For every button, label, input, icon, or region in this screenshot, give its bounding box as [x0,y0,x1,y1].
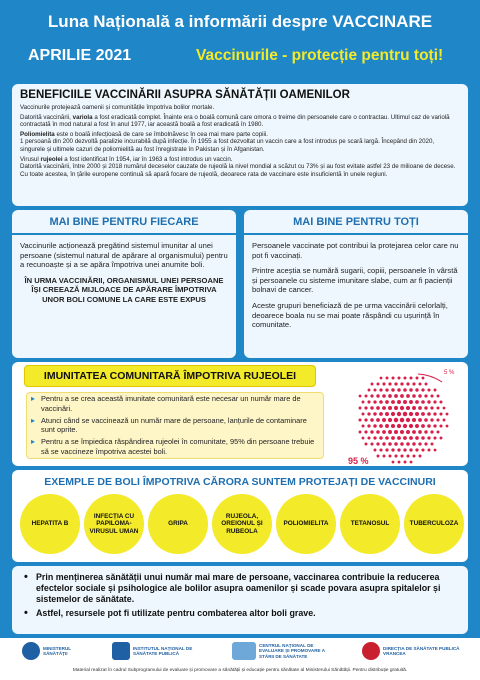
dot [430,406,433,409]
disease-circle: RUJEOLA, OREIONUL ȘI RUBEOLA [212,494,272,554]
dot [418,430,422,434]
logo-text: MINISTERUL SĂNĂTĂȚII [43,645,71,656]
dot [421,436,424,439]
dot [373,412,376,415]
dot [409,424,413,428]
dot [364,418,367,421]
dot [388,406,392,410]
dot [373,436,376,439]
dot [386,377,389,380]
dot [364,430,367,433]
disease-circle: HEPATITA B [20,494,80,554]
dot [397,412,401,416]
disease-circle: TUBERCULOZA [404,494,464,554]
measles-paragraph [20,156,460,179]
dot [433,400,436,403]
dot [421,424,425,428]
dot [406,454,409,457]
dot [446,413,449,416]
dot [421,400,425,404]
dot [391,400,395,404]
dot [359,431,362,434]
dot [434,389,437,392]
logo-insp [112,642,199,660]
dot [440,437,443,440]
dot [400,394,404,398]
benefits-title: BENEFICIILE VACCINĂRII ASUPRA SĂNĂTĂȚII OAMENILOR [20,89,350,101]
dot [391,436,395,440]
dot [362,437,365,440]
dot [385,424,389,428]
dot [373,388,376,391]
logo-dsp [362,642,463,660]
dot [397,436,401,440]
dot [439,412,442,415]
dot [373,424,376,427]
dot [418,382,421,385]
dot [434,449,437,452]
dot [392,377,395,380]
dot [415,400,419,404]
dot [433,424,436,427]
dot [431,443,434,446]
dot [379,412,383,416]
dot [385,448,388,451]
label-95-percent: 95 % [348,456,369,466]
dot [371,383,374,386]
dot [446,425,449,428]
dot [382,394,386,398]
dot [380,377,383,380]
campaign-date: APRILIE 2021 [28,47,132,64]
dot [415,412,419,416]
dot [367,412,370,415]
immunity-title: IMUNITATEA COMUNITARĂ ÎMPOTRIVA RUJEOLEI [24,365,316,387]
page-title: Luna Națională a informării despre VACCINARE [47,12,433,31]
col-right-p3: Aceste grupuri beneficiază de pe urma vaccinării celorlalți, deoarece boala nu se mai poate răspândi cu ușurință în comunitate. [252,300,448,330]
insp-logo-icon [112,642,130,660]
dot [373,400,376,403]
dot [379,424,383,428]
partner-logos [0,638,480,680]
col-left-title: MAI BINE PENTRU FIECARE [12,210,236,235]
dot [376,382,379,385]
col-right-title: MAI BINE PENTRU TOȚI [244,210,468,235]
disease-circle: POLIOMIELITA [276,494,336,554]
immunity-bullet: ▸ Pentru a se împiedica răspândirea rujeolei în comunitate, 95% din persoane trebuie să se vaccineze împotriva acestei boli. [27,436,323,458]
immunity-bullet: ▸ Pentru a se crea această imunitate comunitară este necesar un număr mare de vaccinări. [27,393,323,415]
dot [397,448,400,451]
dot [436,430,439,433]
dot [391,388,394,391]
dot [385,436,389,440]
dot [397,400,401,404]
label-5-percent: 5 % [444,370,455,376]
dot [418,442,421,445]
dot [412,442,415,445]
dot [437,395,440,398]
dot [412,418,416,422]
dot [422,377,425,380]
dot [394,394,398,398]
dot [409,448,412,451]
dot [367,436,370,439]
dot [400,442,404,446]
dot [388,394,392,398]
dot [382,418,386,422]
dot [377,455,380,458]
conclusion-2: • Astfel, resursele pot fi utilizate pentru combaterea altor boli grave. [36,608,458,619]
dot [379,436,382,439]
dot [406,406,410,410]
dot [362,401,365,404]
dot [427,424,431,428]
dot [376,394,379,397]
disease-circle: INFECȚIA CU PAPILOMA-VIRUSUL UMAN [84,494,144,554]
dot [370,406,373,409]
col-right-p2: Printre aceștia se numără sugarii, copiii, persoanele în vârstă și persoanele cu sisteme imunitare slabe, cum ar fi pacienții bolnavi de cancer. [252,266,458,295]
dot [403,424,407,428]
dot [394,442,398,446]
dot [427,412,431,416]
dot [376,442,379,445]
dot [440,401,443,404]
dot [365,443,368,446]
dot [410,461,413,464]
dot [403,412,407,416]
dot [397,388,400,391]
dot [370,394,373,397]
dot [421,448,424,451]
measles-pre: Virusul [20,155,39,163]
dot [430,418,433,421]
dot [427,388,430,391]
dot [425,383,428,386]
logo-ministry [22,642,95,660]
header [0,0,480,80]
dot [409,376,412,379]
dot [391,448,394,451]
dot [382,442,385,445]
dot [416,377,419,380]
disease-circles [18,494,462,560]
benefits-panel [12,84,468,206]
dot [400,454,403,457]
polio-text-1: este o boală infecțioasă de care se îmbolnăvesc în cea mai mare parte copiii. [56,130,268,138]
dot [367,424,370,427]
disease-circle: GRIPA [148,494,208,554]
dot [421,412,425,416]
dot [370,418,374,422]
herd-immunity-graphic [330,360,470,470]
dot [400,382,403,385]
cnepss-logo-icon [232,642,256,660]
dot [415,448,418,451]
dot [359,407,362,410]
dot [388,442,392,446]
dot [359,395,362,398]
ministry-seal-icon [22,642,40,660]
smallpox-bold: variola [72,113,93,121]
dot [436,418,439,421]
dot [388,382,391,385]
dot [406,430,410,434]
measles-bold: rujeolei [40,155,63,163]
measles-text-2: Datorită vaccinării, între 2000 și 2018 numărul deceselor cauzate de rujeolă la nivel mondial a scăzut cu 73% și au fost evitate astfel 23 de milioane de decese. Cu toate acestea, în țările europene continuă să apară focare de rujeolă, deoarece rata de vaccinare este insuficientă în unele regiuni. [20,163,456,178]
conclusion-1: • Prin menținerea sănătății unui număr mai mare de persoane, vaccinarea contribuie la reducerea efectelor sociale și psihologice ale bolilor asupra oamenilor și scade povara asupra spitalelor și sistemelor de sănătate. [36,572,458,605]
dot [403,388,407,392]
dot [406,394,410,398]
logo-cnepss [232,642,337,660]
dsp-vrancea-logo-icon [362,642,380,660]
disease-circle: TETANOSUL [340,494,400,554]
col-right [244,210,468,358]
dot [439,424,442,427]
footer-note: Material realizat în cadrul Subprogramului de evaluare și promovare a sănătății și educație pentru sănătate al Ministerului Sănătății. Pentru distribuție gratuită. [72,668,408,673]
immunity-list [26,392,324,459]
dot [412,406,416,410]
dot [412,382,415,385]
dot [388,454,391,457]
dot [370,430,373,433]
dot [361,424,364,427]
examples-title: EXEMPLE DE BOLI ÎMPOTRIVA CĂRORA SUNTEM PROTEJAȚI DE VACCINURI [44,476,436,488]
dot [409,412,413,416]
dot [358,418,361,421]
dot [443,419,446,422]
dot [421,388,424,391]
conclusions-panel [12,566,468,634]
dot [424,406,428,410]
polio-bold: Poliomielita [20,130,55,138]
dot [415,424,419,428]
dot [424,442,427,445]
dot [412,454,415,457]
dot [406,382,409,385]
dot [388,430,392,434]
dot [400,430,404,434]
dot [424,394,427,397]
dot [370,442,373,445]
dot [415,388,418,391]
dot [374,449,377,452]
dot [379,388,382,391]
dot [433,436,436,439]
dot [406,418,410,422]
dot [382,430,386,434]
dot [394,406,398,410]
dot [397,376,400,379]
smallpox-post: a fost eradicată complet. Înainte era o boală comună care omora o treime din persoanele care o contractau. Ultimul caz de variolă contractată în mod natural a fost în anul 1977, iar această boală a fost eradicată în 1980. [20,113,450,129]
dot [385,412,389,416]
dot [394,454,397,457]
campaign-slogan: Vaccinurile - protecție pentru toți! [196,47,444,64]
dot [361,412,364,415]
dot [364,406,367,409]
col-left [12,210,236,358]
dot [383,455,386,458]
dot [430,430,433,433]
dot [412,394,416,398]
dot-circle [358,376,448,463]
dot [379,400,383,404]
dot [430,394,433,397]
dot [391,412,395,416]
dot [433,412,436,415]
dot [403,400,407,404]
dot [409,436,413,440]
dot [409,388,412,391]
dot [403,376,406,379]
dot [394,418,398,422]
dot [400,418,404,422]
dot [400,406,404,410]
dot [404,461,407,464]
dot [409,400,413,404]
dot [382,406,386,410]
dot [406,442,410,446]
dot [418,406,422,410]
polio-paragraph [20,131,460,154]
dot [376,418,380,422]
dot [418,394,421,397]
dot [382,382,385,385]
col-left-text: Vaccinurile acționează pregătind sistemul imunitar al unei persoane (sistemul natural de apărare al organismului) pentru a recunoaște și a se apăra împotriva unei anumite boli. [20,241,228,270]
col-left-caps: ÎN URMA VACCINĂRII, ORGANISMUL UNEI PERSOANE ÎȘI CREEAZĂ MIJLOACE DE APĂRARE ÎMPOTRIVA UNOR BOLI COMUNE LA CARE ESTE EXPUS [24,275,224,304]
dot [364,394,367,397]
dot [392,461,395,464]
dot [403,448,406,451]
dot [403,436,407,440]
dot [398,461,401,464]
dot [436,406,439,409]
dot [376,430,380,434]
logo-text: DIRECȚIA DE SĂNĂTATE PUBLICĂ VRANCEA [383,645,460,656]
dot [367,400,370,403]
dot [424,418,428,422]
dot [379,448,382,451]
dot [418,418,422,422]
immunity-bullet: ▸ Atunci când se vaccinează un număr mare de persoane, lanțurile de contaminare sunt oprite. [27,415,323,437]
measles-text-1: a fost identificat în 1954, iar în 1963 a fost introdus un vaccin. [64,155,233,163]
logo-text: CENTRUL NAȚIONAL DE EVALUARE ȘI PROMOVARE A STĂRII DE SĂNĂTATE [259,642,325,659]
dot [419,455,422,458]
dot [391,424,395,428]
dot [394,382,397,385]
dot [412,430,416,434]
dot [388,418,392,422]
smallpox-pre: Datorită vaccinării, [20,113,71,121]
dot [368,389,371,392]
dot [424,430,427,433]
smallpox-paragraph [20,114,460,129]
examples-panel [12,470,468,562]
dot [428,449,431,452]
dot [394,430,398,434]
dot [427,436,430,439]
dot [443,407,446,410]
two-columns [12,210,468,358]
dot [397,424,401,428]
dot [415,436,419,440]
dot [385,400,389,404]
dot [385,388,388,391]
logo-text: INSTITUTUL NAȚIONAL DE SĂNĂTATE PUBLICĂ [133,645,193,656]
col-right-p1: Persoanele vaccinate pot contribui la protejarea celor care nu pot fi vaccinați. [252,241,459,260]
polio-text-2: 1 persoană din 200 dezvoltă paralizie incurabilă după infecție. În 1955 a fost dezvoltat un vaccin care a fost introdus pe scară largă. Începând din 2020, singurele și ultimele cazuri de poliomielită au fost înregistrate în Pakistan și în Afganistan. [20,138,435,153]
dot [376,406,380,410]
dot [427,400,430,403]
benefits-intro: Vaccinurile protejează oamenii și comunitățile împotriva bolilor mortale. [20,104,215,111]
